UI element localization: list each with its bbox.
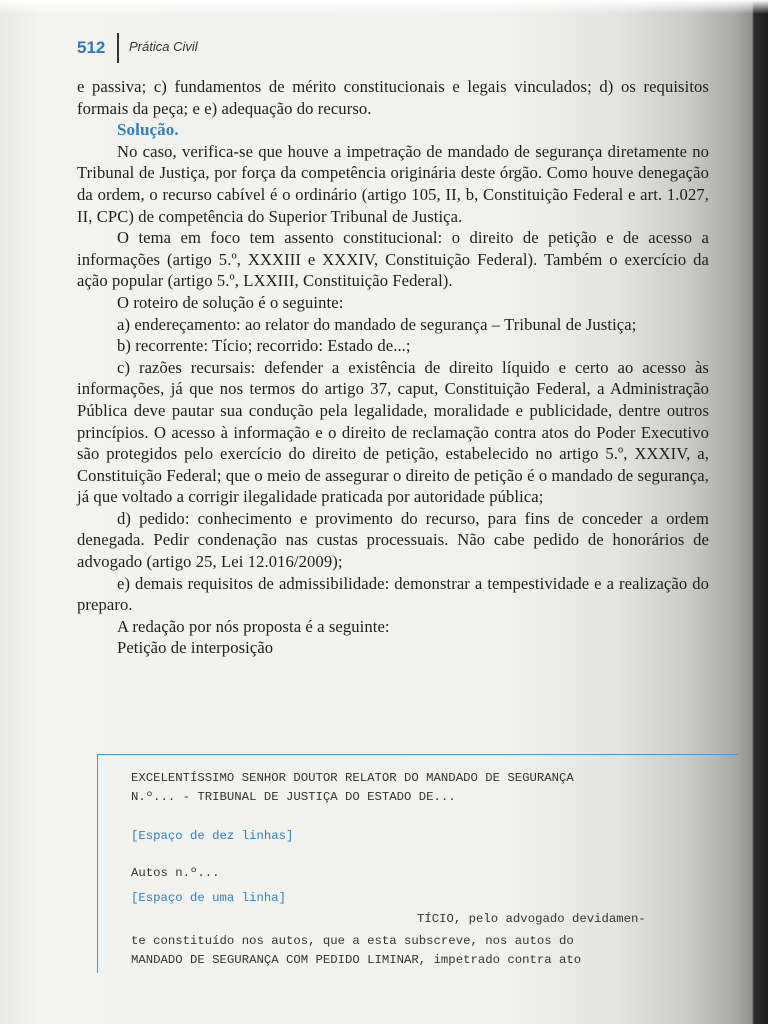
- paragraph-5: Petição de interposição: [117, 638, 274, 658]
- spacing-note-one-line: [Espaço de uma linha]: [131, 891, 286, 905]
- list-item-e: e) demais requisitos de admissibilidade: demonstrar a tempestividade e a realização do preparo.: [77, 573, 709, 615]
- spacing-note-ten-lines: [Espaço de dez linhas]: [131, 829, 294, 843]
- section-title: Solução.: [117, 120, 179, 140]
- petition-address-line-2: N.º... - TRIBUNAL DE JUSTIÇA DO ESTADO DE...: [131, 790, 456, 804]
- book-title: Prática Civil: [129, 39, 198, 54]
- list-item-c: c) razões recursais: defender a existência de direito líquido e certo ao acesso às informações, já que nos termos do artigo 37, caput, Constituição Federal, a Administração Pública deve pautar sua condução pela legalidade, moralidade e publicidade, dentre outros princípios. O acesso à informação e o direito de reclamação contra atos do Poder Executivo são protegidos pelo exercício do direito de petição, estabelecido no artigo 5.º, XXXIV, a, Constituição Federal; que o meio de assegurar o direito de petição é o mandado de segurança, já que voltado a corrigir ilegalidade praticada por autoridade pública;: [77, 357, 709, 507]
- paragraph-2: O tema em foco tem assento constitucional: o direito de petição e de acesso a informações (artigo 5.º, XXXIII e XXXIV, Constituição Federal). Também o exercício da ação popular (artigo 5.º, LXXIII, Constituição Federal).: [77, 228, 709, 291]
- intro-paragraph: e passiva; c) fundamentos de mérito constitucionais e legais vinculados; d) os requisitos formais da peça; e e) adequação do recurso.: [77, 77, 709, 118]
- case-number-line: Autos n.º...: [131, 866, 220, 880]
- page-header: [77, 33, 677, 63]
- paragraph-1: No caso, verifica-se que houve a impetração de mandado de segurança diretamente no Tribunal de Justiça, por força da competência originária deste órgão. Como houve denegação da ordem, o recurso cabível é o ordinário (artigo 105, II, b, Constituição Federal e art. 1.027, II, CPC) de competência do Superior Tribunal de Justiça.: [77, 141, 709, 226]
- page-body: [77, 76, 709, 659]
- petition-body-line-1: TÍCIO, pelo advogado devidamen-: [417, 912, 646, 926]
- list-item-d: d) pedido: conhecimento e provimento do recurso, para fins de conceder a ordem denegada. Pedir condenação nas custas processuais. Não cabe pedido de honorários de advogado (artigo 25, Lei 12.016/2009);: [77, 508, 709, 572]
- paragraph-3: O roteiro de solução é o seguinte:: [117, 292, 344, 312]
- paragraph-4: A redação por nós proposta é a seguinte:: [117, 616, 390, 636]
- petition-body-line-3: MANDADO DE SEGURANÇA COM PEDIDO LIMINAR, impetrado contra ato: [131, 953, 582, 967]
- list-item-b: b) recorrente: Tício; recorrido: Estado de...;: [117, 336, 411, 356]
- petition-template-box: [97, 754, 738, 973]
- petition-address-line-1: EXCELENTÍSSIMO SENHOR DOUTOR RELATOR DO MANDADO DE SEGURANÇA: [131, 771, 574, 785]
- header-divider: [117, 33, 119, 63]
- page-number: 512: [77, 38, 106, 57]
- petition-body-line-2: te constituído nos autos, que a esta subscreve, nos autos do: [131, 934, 574, 948]
- list-item-a: a) endereçamento: ao relator do mandado de segurança – Tribunal de Justiça;: [117, 314, 637, 334]
